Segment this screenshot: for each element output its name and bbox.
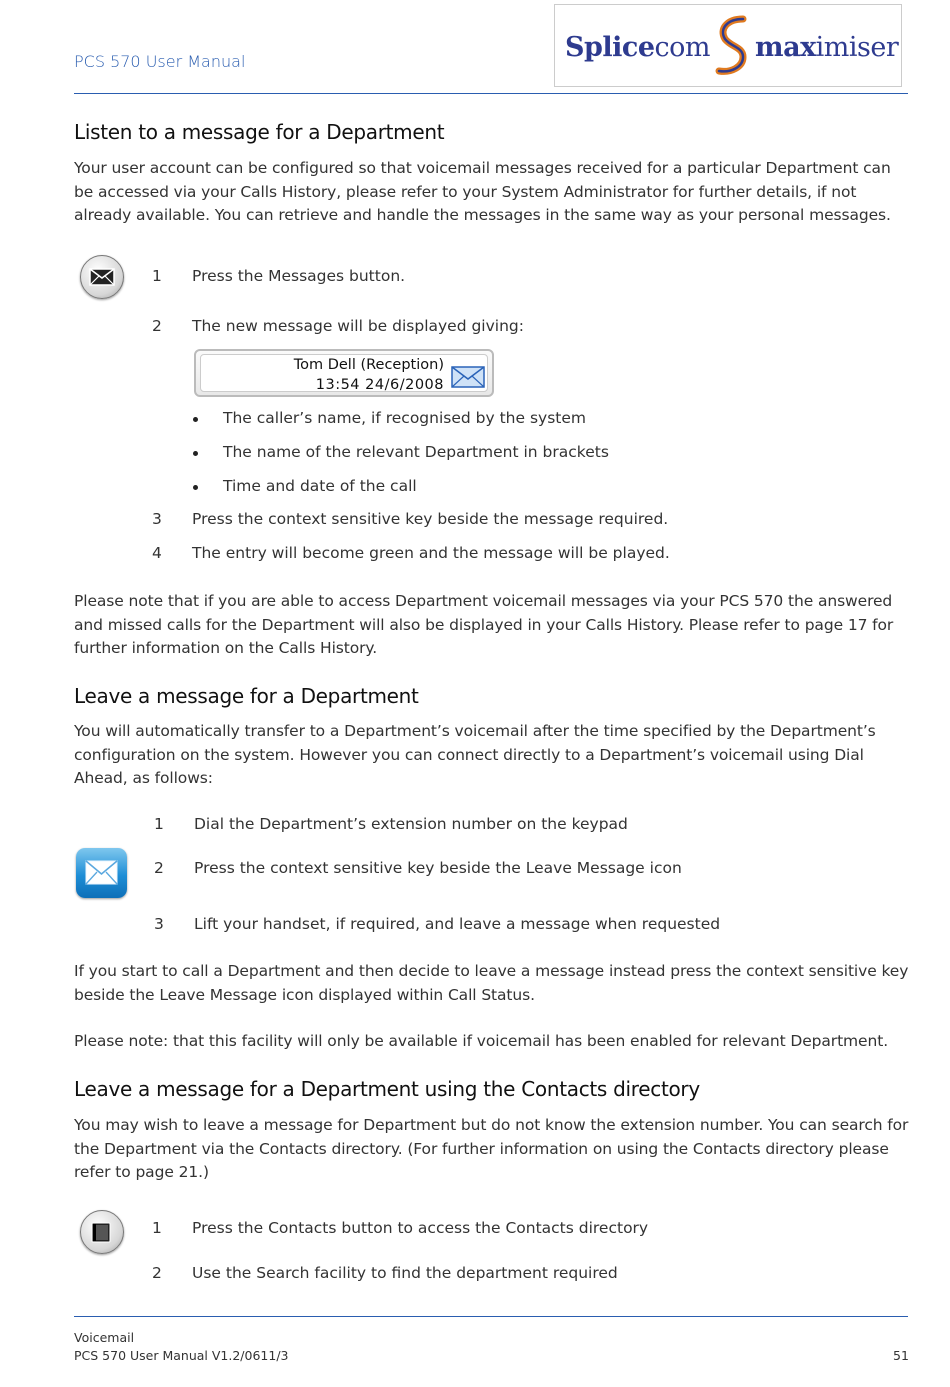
- step-number: 2: [152, 317, 162, 335]
- step-number: 1: [152, 267, 162, 285]
- section-para-leave-2: Please note: that this facility will only be available if voicemail has been enabled for relevant Department.: [74, 1032, 889, 1050]
- envelope-icon: [89, 265, 115, 289]
- step-text: Press the Contacts button to access the Contacts directory: [192, 1219, 649, 1237]
- step-number: 2: [154, 859, 164, 877]
- envelope-icon: [85, 860, 118, 885]
- section-intro-listen: Your user account can be configured so that voicemail messages received for a particular Department can be accessed via your Calls History, please refer to your System Administrator for further details, if not already available. You can retrieve and handle the messages in the same way as your personal messages.: [74, 159, 891, 224]
- book-icon: [89, 1220, 115, 1244]
- bullet-dot: [193, 451, 198, 456]
- footer-document-id: PCS 570 User Manual V1.2/0611/3: [74, 1348, 289, 1363]
- step-text: The new message will be displayed giving:: [192, 317, 524, 335]
- footer-page-number: 51: [893, 1348, 909, 1363]
- contacts-button-icon: [80, 1210, 124, 1254]
- new-message-display: [194, 349, 494, 397]
- message-caller-name: Tom Dell (Reception): [293, 357, 444, 373]
- footer-rule: [74, 1316, 908, 1317]
- splicecom-maximiser-logo: [554, 4, 902, 87]
- bullet-dot: [193, 417, 198, 422]
- logo-text-splicecom: Splicecom: [565, 32, 710, 63]
- message-datetime: 13:54 24/6/2008: [315, 377, 444, 393]
- step-number: 3: [154, 915, 164, 933]
- step-text: Use the Search facility to find the department required: [192, 1264, 618, 1282]
- logo-swoosh-icon: [713, 13, 753, 79]
- message-display-inner: [200, 354, 488, 392]
- step-number: 1: [152, 1219, 162, 1237]
- section-heading-contacts: Leave a message for a Department using the Contacts directory: [74, 1077, 700, 1101]
- envelope-icon: [451, 365, 485, 389]
- step-number: 2: [152, 1264, 162, 1282]
- logo-text-maximiser: maximiser: [755, 32, 899, 63]
- step-text: The entry will become green and the message will be played.: [192, 544, 670, 562]
- section-heading-listen: Listen to a message for a Department: [74, 120, 445, 144]
- step-number: 1: [154, 815, 164, 833]
- leave-message-icon: [76, 848, 127, 898]
- header-title: PCS 570 User Manual: [74, 52, 246, 71]
- step-text: Press the context sensitive key beside the message required.: [192, 510, 669, 528]
- header-rule: [74, 93, 908, 94]
- step-text: Dial the Department’s extension number on the keypad: [194, 815, 628, 833]
- footer-section-name: Voicemail: [74, 1330, 135, 1345]
- section-note-listen: Please note that if you are able to access Department voicemail messages via your PCS 570 the answered and missed calls for the Department will also be displayed in your Calls History. Please refer to page 17 for further information on the Calls History.: [74, 592, 894, 657]
- step-text: Press the Messages button.: [192, 267, 406, 285]
- section-heading-leave: Leave a message for a Department: [74, 684, 419, 708]
- step-text: Lift your handset, if required, and leave a message when requested: [194, 915, 721, 933]
- step-number: 3: [152, 510, 162, 528]
- section-intro-leave: You will automatically transfer to a Department’s voicemail after the time specified by the Department’s configuration on the system. However you can connect directly to a Department’s voicemail using Dial Ahead, as follows:: [74, 722, 876, 787]
- section-intro-contacts: You may wish to leave a message for Department but do not know the extension number. You can search for the Department via the Contacts directory. (For further information on using the Contacts directory please refer to page 21.): [74, 1116, 909, 1181]
- step-text: Press the context sensitive key beside the Leave Message icon: [194, 859, 682, 877]
- bullet-dot: [193, 485, 198, 490]
- list-item: The name of the relevant Department in brackets: [223, 443, 609, 461]
- section-para-leave-1: If you start to call a Department and then decide to leave a message instead press the context sensitive key beside the Leave Message icon displayed within Call Status.: [74, 962, 909, 1004]
- messages-button-icon: [80, 255, 124, 299]
- step-number: 4: [152, 544, 162, 562]
- list-item: The caller’s name, if recognised by the system: [223, 409, 586, 427]
- list-item: Time and date of the call: [223, 477, 417, 495]
